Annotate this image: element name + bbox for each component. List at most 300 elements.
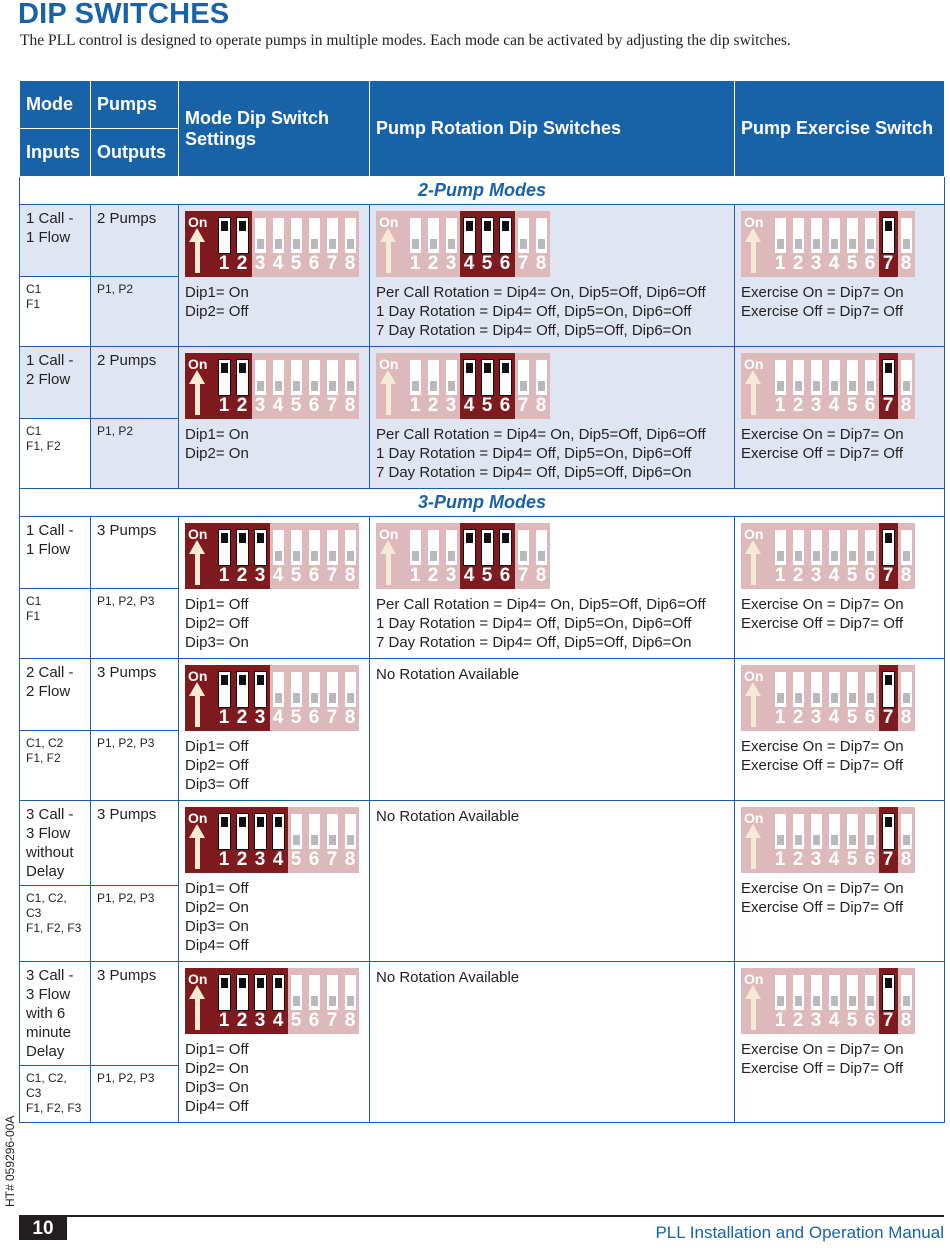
dip-switch-2 — [237, 530, 248, 565]
exercise-dip-graphic — [741, 211, 915, 277]
dip-switch-knob — [221, 221, 228, 231]
dip-switch-knob — [849, 551, 856, 561]
mode-dip-graphic — [185, 523, 359, 589]
dip-number-2: 2 — [236, 395, 248, 416]
rotation-settings: Per Call Rotation = Dip4= On, Dip5=Off, Dip6=Off 1 Day Rotation = Dip4= Off, Dip5=On, Dip6=Off 7 Day Rotation = Dip4= Off, Dip5=Off, Dip6=On — [376, 284, 706, 339]
dip-number-8: 8 — [535, 395, 547, 416]
dip-number-2: 2 — [792, 565, 804, 586]
dip-switch-7 — [327, 360, 338, 395]
inputs-text: C1 F1 — [26, 594, 42, 623]
dip-switch-knob — [867, 693, 874, 703]
dip-number-1: 1 — [774, 1010, 786, 1031]
dip-switch-knob — [520, 381, 527, 391]
dip-switch-7 — [518, 218, 529, 253]
dip-number-3: 3 — [254, 707, 266, 728]
header-outputs: Outputs — [91, 129, 179, 177]
mode-dip-graphic — [185, 211, 359, 277]
exercise-settings: Exercise On = Dip7= On Exercise Off = Dip7= Off — [741, 596, 904, 632]
dip-number-2: 2 — [427, 565, 439, 586]
dip-on-label: On — [188, 971, 208, 987]
dip-number-7: 7 — [882, 395, 894, 416]
header-rotation: Pump Rotation Dip Switches — [370, 81, 735, 177]
inputs-text: C1 F1, F2 — [26, 424, 61, 453]
dip-switch-knob — [813, 996, 820, 1006]
pumps-cell — [91, 962, 179, 1066]
dip-number-7: 7 — [882, 849, 894, 870]
rotation-cell — [370, 801, 735, 962]
dip-switch-3 — [811, 975, 822, 1010]
dip-switch-knob — [275, 239, 282, 249]
dip-number-8: 8 — [344, 253, 356, 274]
pumps-text: 2 Pumps — [97, 210, 157, 227]
rotation-dip-graphic — [376, 211, 550, 277]
mode-dip-settings: Dip1= Off Dip2= Off Dip3= Off — [185, 738, 249, 793]
dip-switch-knob — [795, 551, 802, 561]
dip-number-3: 3 — [810, 707, 822, 728]
dip-switch-5 — [291, 672, 302, 707]
dip-number-3: 3 — [810, 395, 822, 416]
dip-number-5: 5 — [846, 253, 858, 274]
dip-number-5: 5 — [481, 395, 493, 416]
dip-number-2: 2 — [236, 849, 248, 870]
dip-switch-6 — [865, 530, 876, 565]
dip-switch-table — [19, 80, 945, 1123]
dip-switch-8 — [536, 360, 547, 395]
dip-switch-8 — [345, 530, 356, 565]
dip-switch-knob — [347, 693, 354, 703]
section-title — [20, 177, 945, 205]
dip-switch-knob — [831, 693, 838, 703]
outputs-cell — [91, 886, 179, 962]
dip-number-8: 8 — [900, 849, 912, 870]
dip-switch-1 — [219, 814, 230, 849]
dip-number-7: 7 — [882, 1010, 894, 1031]
exercise-cell — [735, 347, 945, 489]
dip-switch-6 — [865, 360, 876, 395]
dip-switch-4 — [829, 218, 840, 253]
dip-number-2: 2 — [427, 253, 439, 274]
dip-number-5: 5 — [290, 565, 302, 586]
rotation-cell — [370, 347, 735, 489]
dip-number-2: 2 — [792, 707, 804, 728]
dip-switch-1 — [410, 218, 421, 253]
header-mode: Mode — [20, 81, 91, 129]
dip-switch-7 — [883, 975, 894, 1010]
dip-on-label: On — [744, 668, 764, 684]
table-row — [20, 347, 945, 419]
dip-switch-5 — [482, 360, 493, 395]
dip-number-2: 2 — [792, 1010, 804, 1031]
dip-switch-1 — [410, 530, 421, 565]
dip-switch-5 — [291, 975, 302, 1010]
dip-switch-3 — [811, 814, 822, 849]
inputs-cell — [20, 419, 91, 489]
dip-switch-knob — [293, 996, 300, 1006]
dip-on-label: On — [188, 810, 208, 826]
mode-dip-settings: Dip1= On Dip2= On — [185, 426, 249, 462]
dip-number-6: 6 — [308, 395, 320, 416]
dip-number-2: 2 — [236, 707, 248, 728]
dip-switch-3 — [255, 814, 266, 849]
dip-switch-knob — [329, 996, 336, 1006]
dip-switch-7 — [327, 530, 338, 565]
dip-number-4: 4 — [272, 707, 284, 728]
dip-number-7: 7 — [882, 565, 894, 586]
dip-switch-3 — [811, 672, 822, 707]
mode-text: 2 Call - 2 Flow — [26, 664, 74, 700]
header-mode-dip: Mode Dip Switch Settings — [179, 81, 370, 177]
dip-switch-knob — [849, 835, 856, 845]
dip-switch-4 — [273, 218, 284, 253]
dip-switch-5 — [291, 530, 302, 565]
header-exercise: Pump Exercise Switch — [735, 81, 945, 177]
dip-switch-knob — [239, 817, 246, 827]
dip-number-5: 5 — [290, 253, 302, 274]
dip-number-1: 1 — [409, 253, 421, 274]
dip-on-label: On — [188, 356, 208, 372]
rotation-cell — [370, 962, 735, 1123]
rotation-settings: Per Call Rotation = Dip4= On, Dip5=Off, Dip6=Off 1 Day Rotation = Dip4= Off, Dip5=On, Dip6=Off 7 Day Rotation = Dip4= Off, Dip5=Off, Dip6=On — [376, 426, 706, 481]
dip-switch-knob — [430, 551, 437, 561]
up-arrow-shaft — [751, 835, 756, 869]
dip-number-3: 3 — [254, 1010, 266, 1031]
dip-switch-knob — [239, 363, 246, 373]
dip-switch-knob — [849, 381, 856, 391]
dip-number-6: 6 — [308, 1010, 320, 1031]
dip-switch-5 — [847, 814, 858, 849]
dip-number-6: 6 — [499, 253, 511, 274]
dip-switch-knob — [221, 817, 228, 827]
exercise-cell — [735, 801, 945, 962]
dip-number-6: 6 — [308, 253, 320, 274]
dip-switch-knob — [502, 221, 509, 231]
dip-number-8: 8 — [344, 1010, 356, 1031]
dip-switch-7 — [883, 814, 894, 849]
rotation-dip-graphic — [376, 523, 550, 589]
dip-switch-knob — [520, 551, 527, 561]
outputs-cell — [91, 1066, 179, 1123]
pumps-cell — [91, 347, 179, 419]
mode-text: 1 Call - 2 Flow — [26, 352, 74, 388]
mode-cell — [20, 659, 91, 731]
up-arrow-shaft — [751, 551, 756, 585]
dip-switch-5 — [291, 814, 302, 849]
mode-text: 3 Call - 3 Flow with 6 minute Delay — [26, 967, 74, 1060]
dip-switch-knob — [484, 533, 491, 543]
dip-switch-6 — [500, 360, 511, 395]
up-arrow-shaft — [751, 381, 756, 415]
section-title — [20, 489, 945, 517]
dip-number-8: 8 — [344, 849, 356, 870]
dip-switch-1 — [219, 360, 230, 395]
dip-switch-3 — [811, 530, 822, 565]
dip-switch-knob — [311, 239, 318, 249]
dip-number-5: 5 — [290, 395, 302, 416]
inputs-text: C1, C2, C3 F1, F2, F3 — [26, 1071, 82, 1115]
outputs-text: P1, P2, P3 — [97, 736, 155, 750]
dip-number-6: 6 — [499, 565, 511, 586]
dip-number-3: 3 — [810, 849, 822, 870]
dip-switch-knob — [885, 221, 892, 231]
dip-switch-7 — [518, 360, 529, 395]
pumps-text: 3 Pumps — [97, 806, 157, 823]
dip-number-4: 4 — [828, 395, 840, 416]
dip-switch-8 — [901, 218, 912, 253]
dip-switch-8 — [345, 672, 356, 707]
inputs-text: C1, C2 F1, F2 — [26, 736, 64, 765]
dip-number-3: 3 — [254, 849, 266, 870]
dip-number-4: 4 — [272, 253, 284, 274]
dip-switch-knob — [795, 835, 802, 845]
dip-number-8: 8 — [344, 395, 356, 416]
dip-switch-2 — [793, 530, 804, 565]
rotation-dip-graphic — [376, 353, 550, 419]
dip-number-5: 5 — [846, 707, 858, 728]
dip-switch-2 — [237, 814, 248, 849]
dip-number-3: 3 — [810, 253, 822, 274]
pumps-text: 2 Pumps — [97, 352, 157, 369]
exercise-settings: Exercise On = Dip7= On Exercise Off = Dip7= Off — [741, 1041, 904, 1077]
dip-switch-knob — [412, 381, 419, 391]
dip-switch-3 — [255, 530, 266, 565]
dip-switch-6 — [865, 672, 876, 707]
pumps-text: 3 Pumps — [97, 522, 157, 539]
header-inputs: Inputs — [20, 129, 91, 177]
dip-switch-6 — [309, 218, 320, 253]
dip-number-7: 7 — [326, 565, 338, 586]
dip-switch-2 — [428, 360, 439, 395]
dip-switch-knob — [903, 693, 910, 703]
dip-number-5: 5 — [481, 565, 493, 586]
section-row — [20, 177, 945, 205]
dip-number-5: 5 — [846, 565, 858, 586]
dip-number-4: 4 — [272, 849, 284, 870]
dip-switch-2 — [237, 360, 248, 395]
dip-number-8: 8 — [900, 253, 912, 274]
dip-switch-4 — [829, 530, 840, 565]
dip-switch-knob — [293, 239, 300, 249]
dip-number-1: 1 — [218, 253, 230, 274]
dip-switch-knob — [329, 835, 336, 845]
dip-switch-knob — [867, 381, 874, 391]
dip-number-8: 8 — [344, 565, 356, 586]
dip-number-6: 6 — [864, 565, 876, 586]
page-number: 10 — [19, 1217, 67, 1240]
dip-switch-1 — [219, 672, 230, 707]
dip-switch-8 — [536, 218, 547, 253]
dip-switch-knob — [275, 978, 282, 988]
dip-number-2: 2 — [792, 395, 804, 416]
dip-switch-knob — [777, 996, 784, 1006]
dip-switch-knob — [885, 817, 892, 827]
rotation-settings: No Rotation Available — [376, 969, 520, 986]
dip-switch-knob — [311, 381, 318, 391]
rotation-cell — [370, 517, 735, 659]
dip-number-4: 4 — [463, 395, 475, 416]
dip-on-label: On — [744, 214, 764, 230]
dip-number-1: 1 — [774, 849, 786, 870]
dip-switch-knob — [239, 221, 246, 231]
manual-name: PLL Installation and Operation Manual — [655, 1223, 944, 1242]
inputs-text: C1 F1 — [26, 282, 42, 311]
dip-number-7: 7 — [326, 849, 338, 870]
dip-switch-5 — [482, 218, 493, 253]
dip-number-6: 6 — [499, 395, 511, 416]
dip-switch-knob — [448, 551, 455, 561]
mode-dip-settings: Dip1= On Dip2= Off — [185, 284, 249, 320]
dip-switch-1 — [775, 672, 786, 707]
dip-switch-2 — [793, 975, 804, 1010]
dip-number-1: 1 — [774, 395, 786, 416]
dip-switch-knob — [849, 996, 856, 1006]
dip-switch-6 — [309, 975, 320, 1010]
dip-number-5: 5 — [290, 707, 302, 728]
mode-text: 3 Call - 3 Flow without Delay — [26, 806, 74, 880]
dip-switch-knob — [311, 551, 318, 561]
up-arrow-shaft — [195, 996, 200, 1030]
up-arrow-shaft — [386, 551, 391, 585]
dip-switch-knob — [221, 533, 228, 543]
dip-switch-knob — [813, 693, 820, 703]
inputs-cell — [20, 589, 91, 659]
mode-dip-cell — [179, 347, 370, 489]
dip-switch-4 — [829, 672, 840, 707]
dip-switch-1 — [775, 530, 786, 565]
exercise-cell — [735, 517, 945, 659]
mode-dip-graphic — [185, 807, 359, 873]
dip-switch-1 — [775, 814, 786, 849]
dip-number-8: 8 — [900, 707, 912, 728]
exercise-settings: Exercise On = Dip7= On Exercise Off = Dip7= Off — [741, 284, 904, 320]
dip-switch-knob — [813, 835, 820, 845]
dip-number-6: 6 — [308, 849, 320, 870]
dip-switch-6 — [865, 975, 876, 1010]
dip-switch-knob — [903, 381, 910, 391]
dip-switch-4 — [464, 218, 475, 253]
dip-switch-knob — [257, 817, 264, 827]
exercise-dip-graphic — [741, 523, 915, 589]
dip-switch-knob — [293, 693, 300, 703]
dip-number-5: 5 — [846, 395, 858, 416]
dip-number-6: 6 — [308, 565, 320, 586]
exercise-dip-graphic — [741, 807, 915, 873]
rotation-settings: Per Call Rotation = Dip4= On, Dip5=Off, Dip6=Off 1 Day Rotation = Dip4= Off, Dip5=On, Dip6=Off 7 Day Rotation = Dip4= Off, Dip5=Off, Dip6=On — [376, 596, 706, 651]
dip-switch-6 — [309, 672, 320, 707]
dip-number-3: 3 — [810, 1010, 822, 1031]
outputs-text: P1, P2, P3 — [97, 1071, 155, 1085]
dip-number-1: 1 — [774, 253, 786, 274]
dip-number-6: 6 — [864, 707, 876, 728]
dip-switch-2 — [793, 814, 804, 849]
dip-switch-3 — [255, 975, 266, 1010]
dip-switch-5 — [847, 360, 858, 395]
section-title-text: 2-Pump Modes — [417, 180, 546, 200]
dip-switch-8 — [901, 814, 912, 849]
dip-number-4: 4 — [828, 253, 840, 274]
exercise-cell — [735, 962, 945, 1123]
dip-on-label: On — [744, 356, 764, 372]
dip-switch-3 — [446, 530, 457, 565]
dip-switch-5 — [847, 530, 858, 565]
dip-switch-6 — [309, 814, 320, 849]
dip-switch-knob — [329, 693, 336, 703]
dip-switch-knob — [311, 693, 318, 703]
dip-number-1: 1 — [774, 565, 786, 586]
dip-switch-knob — [466, 363, 473, 373]
dip-switch-3 — [255, 672, 266, 707]
dip-switch-knob — [347, 996, 354, 1006]
dip-switch-knob — [484, 363, 491, 373]
dip-switch-8 — [901, 975, 912, 1010]
dip-switch-knob — [777, 239, 784, 249]
up-arrow-shaft — [195, 381, 200, 415]
intro-text: The PLL control is designed to operate pumps in multiple modes. Each mode can be activated by adjusting the dip switches. — [20, 32, 791, 49]
dip-switch-1 — [775, 975, 786, 1010]
dip-number-1: 1 — [774, 707, 786, 728]
dip-switch-knob — [329, 381, 336, 391]
dip-on-label: On — [744, 810, 764, 826]
dip-switch-knob — [311, 835, 318, 845]
dip-switch-8 — [901, 672, 912, 707]
table-row — [20, 962, 945, 1066]
dip-on-label: On — [188, 668, 208, 684]
mode-cell — [20, 962, 91, 1066]
dip-switch-knob — [903, 996, 910, 1006]
inputs-cell — [20, 886, 91, 962]
dip-switch-knob — [795, 693, 802, 703]
dip-switch-knob — [221, 675, 228, 685]
dip-switch-knob — [903, 551, 910, 561]
dip-switch-2 — [793, 218, 804, 253]
dip-switch-knob — [239, 675, 246, 685]
dip-switch-knob — [885, 675, 892, 685]
dip-switch-knob — [831, 835, 838, 845]
rotation-settings: No Rotation Available — [376, 666, 520, 683]
mode-cell — [20, 205, 91, 277]
dip-switch-6 — [500, 530, 511, 565]
dip-switch-knob — [777, 551, 784, 561]
dip-switch-8 — [901, 360, 912, 395]
mode-cell — [20, 347, 91, 419]
dip-number-2: 2 — [236, 1010, 248, 1031]
dip-number-3: 3 — [254, 565, 266, 586]
dip-switch-4 — [829, 814, 840, 849]
dip-number-6: 6 — [864, 253, 876, 274]
mode-dip-cell — [179, 962, 370, 1123]
dip-switch-5 — [482, 530, 493, 565]
dip-number-1: 1 — [218, 707, 230, 728]
dip-switch-7 — [327, 218, 338, 253]
dip-on-label: On — [188, 526, 208, 542]
document-code: HT# 059296-00A — [3, 1115, 17, 1207]
table-row — [20, 517, 945, 589]
dip-switch-4 — [273, 672, 284, 707]
dip-switch-knob — [257, 533, 264, 543]
dip-switch-knob — [430, 239, 437, 249]
pumps-cell — [91, 801, 179, 886]
dip-number-7: 7 — [882, 707, 894, 728]
dip-switch-knob — [466, 533, 473, 543]
dip-on-label: On — [379, 356, 399, 372]
dip-switch-1 — [410, 360, 421, 395]
dip-switch-knob — [257, 239, 264, 249]
up-arrow-shaft — [195, 693, 200, 727]
dip-switch-knob — [849, 693, 856, 703]
exercise-settings: Exercise On = Dip7= On Exercise Off = Dip7= Off — [741, 426, 904, 462]
dip-switch-6 — [500, 218, 511, 253]
dip-switch-knob — [448, 239, 455, 249]
dip-switch-knob — [448, 381, 455, 391]
